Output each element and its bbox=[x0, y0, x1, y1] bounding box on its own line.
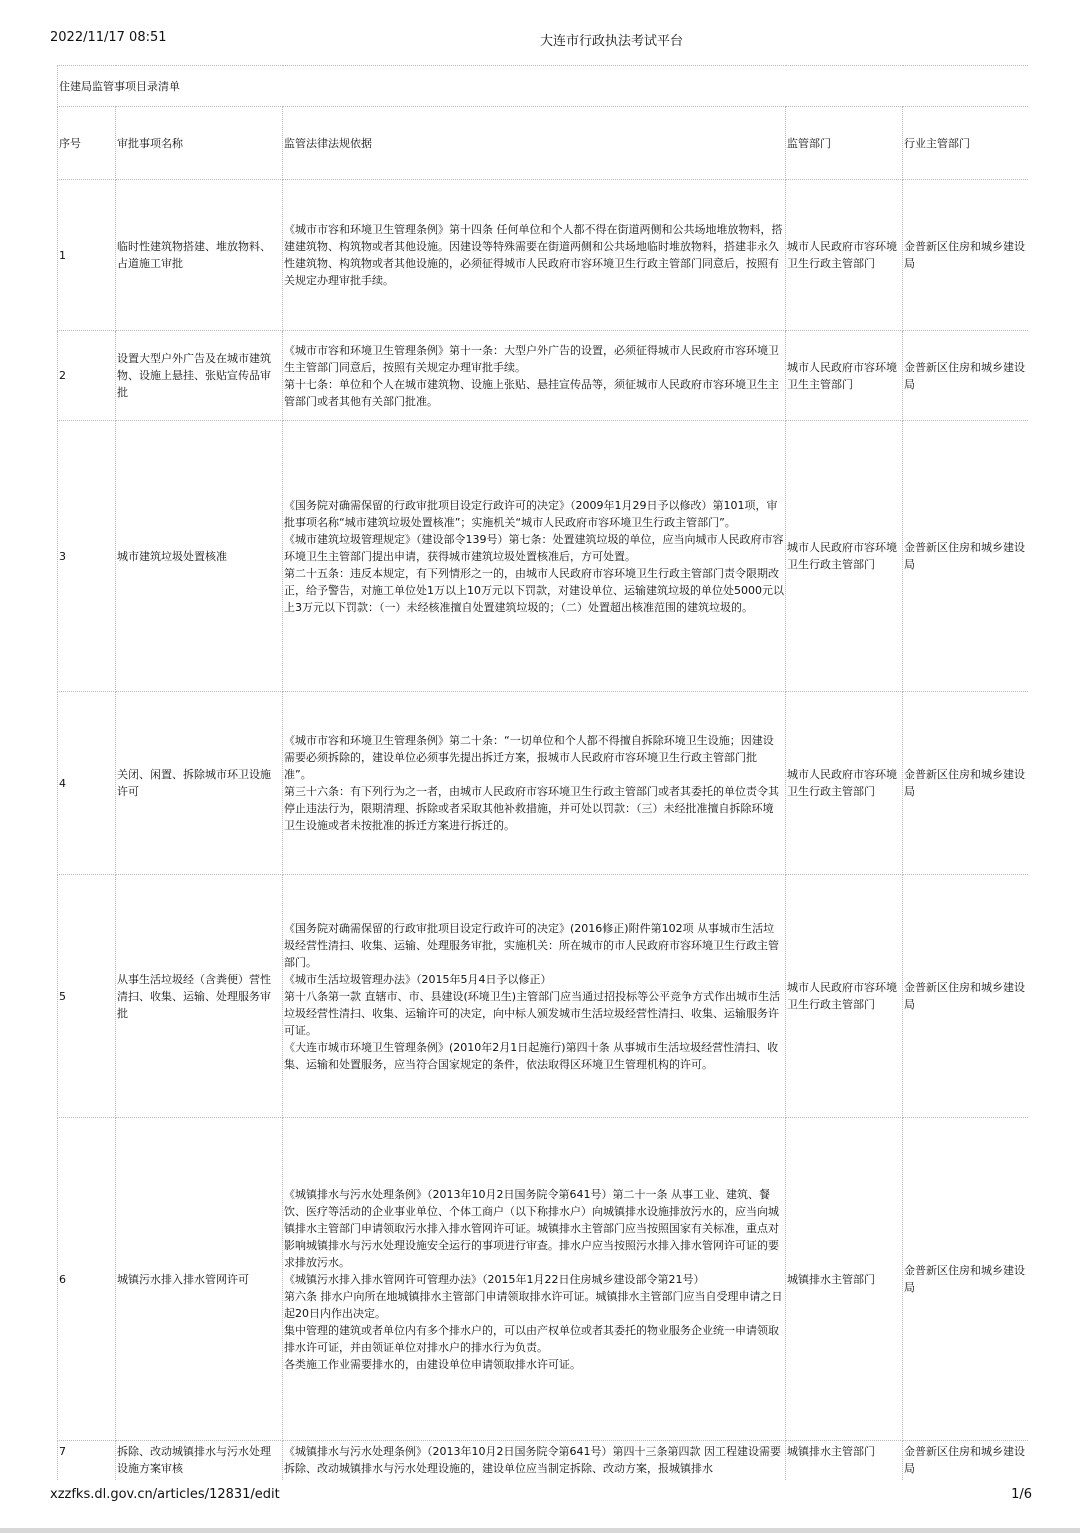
legal-basis-paragraph: 集中管理的建筑或者单位内有多个排水户的，可以由产权单位或者其委托的物业服务企业统一申请领取排水许可证，并由领证单位对排水户的排水行为负责。 bbox=[284, 1323, 779, 1354]
table-row bbox=[58, 180, 1030, 331]
regulatory-items-table bbox=[57, 65, 1029, 1480]
table-row bbox=[58, 421, 1030, 692]
legal-basis-paragraph: 《城市建筑垃圾管理规定》（建设部令139号）第七条：处置建筑垃圾的单位，应当向城市人民政府市容环境卫生主管部门提出申请，获得城市建筑垃圾处置核准后，方可处置。 bbox=[284, 532, 784, 563]
legal-basis-paragraph: 各类施工作业需要排水的，由建设单位申请领取排水许可证。 bbox=[284, 1357, 581, 1371]
page-url: xzzfks.dl.gov.cn/articles/12831/edit bbox=[50, 1487, 280, 1502]
legal-basis-paragraph: 《国务院对确需保留的行政审批项目设定行政许可的决定》（2009年1月29日予以修改）第101项，审批事项名称“城市建筑垃圾处置核准”；实施机关“城市人民政府市容环境卫生行政主管部门”。 bbox=[284, 498, 778, 529]
legal-basis-paragraph: 《城镇排水与污水处理条例》（2013年10月2日国务院令第641号）第二十一条 从事工业、建筑、餐饮、医疗等活动的企业事业单位、个体工商户（以下称排水户）向城镇排水设施排放污水的，应当向城镇排水主管部门申请领取污水排入排水管网许可证。城镇排水主管部门应当按照国家有关标准，重点对影响城镇排水与污水处理设施安全运行的事项进行审查。排水户应当按照污水排入排水管网许可证的要求排放污水。 bbox=[284, 1187, 779, 1269]
cell-legal-basis bbox=[283, 1441, 786, 1481]
legal-basis-paragraph: 第二十五条：违反本规定，有下列情形之一的，由城市人民政府市容环境卫生行政主管部门责令限期改正，给予警告，对施工单位处1万以上10万元以下罚款，对建设单位、运输建筑垃圾的单位处5000元以上3万元以下罚款：（一）未经核准擅自处置建筑垃圾的；（二）处置超出核准范围的建筑垃圾的。 bbox=[284, 566, 784, 614]
cell-no: 3 bbox=[58, 421, 116, 692]
cell-supervisor: 城市人民政府市容环境卫生行政主管部门 bbox=[786, 692, 903, 875]
cell-no: 2 bbox=[58, 331, 116, 421]
table-header-row bbox=[58, 107, 1030, 180]
column-header-no: 序号 bbox=[58, 107, 116, 180]
cell-no: 5 bbox=[58, 875, 116, 1118]
table-row bbox=[58, 692, 1030, 875]
legal-basis-paragraph: 《城市市容和环境卫生管理条例》第二十条：“一切单位和个人都不得擅自拆除环境卫生设施；因建设需要必须拆除的，建设单位必须事先提出拆迁方案，报城市人民政府市容环境卫生行政主管部门批准”。 bbox=[284, 734, 774, 781]
cell-no: 4 bbox=[58, 692, 116, 875]
cell-legal-basis bbox=[283, 331, 786, 421]
column-header-authority: 行业主管部门 bbox=[903, 107, 1030, 180]
cell-supervisor: 城市人民政府市容环境卫生行政主管部门 bbox=[786, 180, 903, 331]
column-header-supervisor: 监管部门 bbox=[786, 107, 903, 180]
cell-authority: 金普新区住房和城乡建设局 bbox=[903, 180, 1030, 331]
regulatory-items-sheet bbox=[57, 65, 1029, 1480]
column-header-legal-basis: 监管法律法规依据 bbox=[283, 107, 786, 180]
cell-legal-basis bbox=[283, 1118, 786, 1441]
cell-supervisor: 城市人民政府市容环境卫生行政主管部门 bbox=[786, 875, 903, 1118]
bottom-divider bbox=[0, 1528, 1080, 1533]
cell-no: 7 bbox=[58, 1441, 116, 1481]
cell-supervisor: 城镇排水主管部门 bbox=[786, 1441, 903, 1481]
legal-basis-paragraph: 《国务院对确需保留的行政审批项目设定行政许可的决定》(2016修正)附件第102项 从事城市生活垃圾经营性清扫、收集、运输、处理服务审批，实施机关：所在城市的市人民政府市容环境卫生行政主管部门。 bbox=[284, 921, 779, 969]
cell-item-name: 临时性建筑物搭建、堆放物料、占道施工审批 bbox=[116, 180, 283, 331]
legal-basis-paragraph: 《大连市城市环境卫生管理条例》(2010年2月1日起施行)第四十条 从事城市生活垃圾经营性清扫、收集、运输和处置服务，应当符合国家规定的条件，依法取得区环境卫生管理机构的许可。 bbox=[284, 1040, 779, 1071]
cell-item-name: 拆除、改动城镇排水与污水处理设施方案审核 bbox=[116, 1441, 283, 1481]
page-number: 1/6 bbox=[1011, 1487, 1032, 1502]
print-datetime: 2022/11/17 08:51 bbox=[50, 30, 167, 45]
cell-supervisor: 城市人民政府市容环境卫生行政主管部门 bbox=[786, 421, 903, 692]
legal-basis-paragraph: 第六条 排水户向所在地城镇排水主管部门申请领取排水许可证。城镇排水主管部门应当自受理申请之日起20日内作出决定。 bbox=[284, 1289, 783, 1320]
table-row bbox=[58, 1441, 1030, 1481]
cell-authority: 金普新区住房和城乡建设局 bbox=[903, 692, 1030, 875]
legal-basis-paragraph: 《城镇污水排入排水管网许可管理办法》（2015年1月22日住房城乡建设部令第21号） bbox=[284, 1272, 705, 1286]
cell-legal-basis bbox=[283, 875, 786, 1118]
cell-legal-basis bbox=[283, 180, 786, 331]
cell-authority: 金普新区住房和城乡建设局 bbox=[903, 331, 1030, 421]
table-caption: 住建局监管事项目录清单 bbox=[58, 66, 1030, 107]
cell-item-name: 城市建筑垃圾处置核准 bbox=[116, 421, 283, 692]
cell-supervisor: 城市人民政府市容环境卫生主管部门 bbox=[786, 331, 903, 421]
cell-authority: 金普新区住房和城乡建设局 bbox=[903, 875, 1030, 1118]
cell-no: 1 bbox=[58, 180, 116, 331]
legal-basis-paragraph: 《城市生活垃圾管理办法》（2015年5月4日予以修正） bbox=[284, 972, 552, 986]
cell-legal-basis bbox=[283, 421, 786, 692]
column-header-item-name: 审批事项名称 bbox=[116, 107, 283, 180]
legal-basis-paragraph: 第十七条：单位和个人在城市建筑物、设施上张贴、悬挂宣传品等，须征城市人民政府市容环境卫生主管部门或者其他有关部门批准。 bbox=[284, 377, 779, 408]
legal-basis-paragraph: 《城市市容和环境卫生管理条例》第十四条 任何单位和个人都不得在街道两侧和公共场地堆放物料，搭建建筑物、构筑物或者其他设施。因建设等特殊需要在街道两侧和公共场地临时堆放物料，搭建非永久性建筑物、构筑物或者其他设施的，必须征得城市人民政府市容环境卫生行政主管部门同意后，按照有关规定办理审批手续。 bbox=[284, 223, 783, 287]
cell-authority: 金普新区住房和城乡建设局 bbox=[903, 421, 1030, 692]
table-row bbox=[58, 1118, 1030, 1441]
cell-no: 6 bbox=[58, 1118, 116, 1441]
cell-item-name: 城镇污水排入排水管网许可 bbox=[116, 1118, 283, 1441]
legal-basis-paragraph: 《城镇排水与污水处理条例》（2013年10月2日国务院令第641号）第四十三条第四款 因工程建设需要拆除、改动城镇排水与污水处理设施的，建设单位应当制定拆除、改动方案，报城镇排水 bbox=[284, 1445, 781, 1475]
cell-authority: 金普新区住房和城乡建设局 bbox=[903, 1118, 1030, 1441]
legal-basis-paragraph: 第三十六条：有下列行为之一者，由城市人民政府市容环境卫生行政主管部门或者其委托的单位责令其停止违法行为，限期清理、拆除或者采取其他补救措施，并可处以罚款：（三）未经批准擅自拆除环境卫生设施或者未按批准的拆迁方案进行拆迁的。 bbox=[284, 785, 779, 832]
cell-item-name: 从事生活垃圾经（含粪便）营性清扫、收集、运输、处理服务审批 bbox=[116, 875, 283, 1118]
legal-basis-paragraph: 第十八条第一款 直辖市、市、县建设(环境卫生)主管部门应当通过招投标等公平竞争方式作出城市生活垃圾经营性清扫、收集、运输许可的决定，向中标人颁发城市生活垃圾经营性清扫、收集、运输服务许可证。 bbox=[284, 989, 781, 1037]
site-title: 大连市行政执法考试平台 bbox=[540, 34, 684, 49]
cell-supervisor: 城镇排水主管部门 bbox=[786, 1118, 903, 1441]
cell-legal-basis bbox=[283, 692, 786, 875]
cell-item-name: 设置大型户外广告及在城市建筑物、设施上悬挂、张贴宣传品审批 bbox=[116, 331, 283, 421]
cell-item-name: 关闭、闲置、拆除城市环卫设施许可 bbox=[116, 692, 283, 875]
table-row bbox=[58, 331, 1030, 421]
cell-authority: 金普新区住房和城乡建设局 bbox=[903, 1441, 1030, 1481]
legal-basis-paragraph: 《城市市容和环境卫生管理条例》第十一条：大型户外广告的设置，必须征得城市人民政府市容环境卫生主管部门同意后，按照有关规定办理审批手续。 bbox=[284, 343, 779, 374]
table-row bbox=[58, 875, 1030, 1118]
